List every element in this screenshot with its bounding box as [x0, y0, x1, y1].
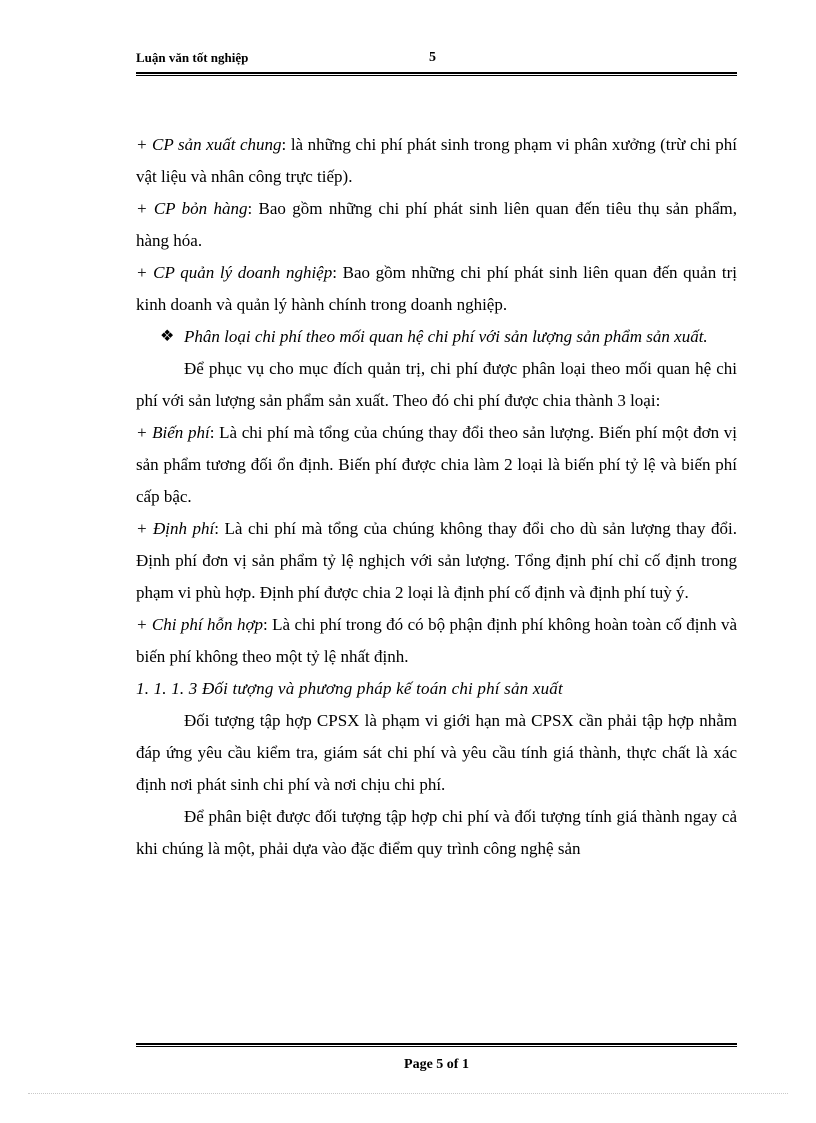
- diamond-bullet-icon: ❖: [160, 328, 175, 345]
- paragraph-chi-phi-hon-hop: [136, 609, 737, 673]
- paragraph-phan-biet: Để phân biệt được đối tượng tập hợp chi phí và đối tượng tính giá thành ngay cả khi chúng là một, phải dựa vào đặc điểm quy trình công nghệ sản: [136, 807, 737, 858]
- term-definition: : Là chi phí mà tổng của chúng thay đổi theo sản lượng. Biến phí một đơn vị sản phẩm tương đối ổn định. Biến phí được chia làm 2 loại là biến phí tỷ lệ và biến phí cấp bậc.: [136, 423, 737, 506]
- term-label: + CP sản xuất chung: [136, 135, 282, 154]
- header-rule: [136, 72, 737, 74]
- term-definition: : Bao gồm những chi phí phát sinh liên quan đến quản trị kinh doanh và quản lý hành chính trong doanh nghiệp.: [136, 263, 737, 314]
- bullet-text: Phân loại chi phí theo mối quan hệ chi phí với sản lượng sản phẩm sản xuất.: [184, 327, 708, 346]
- document-title: Luận văn tốt nghiệp: [136, 50, 249, 65]
- page-footer: Page 5 of 1: [404, 1057, 469, 1072]
- paragraph-dinh-phi: [136, 513, 737, 609]
- page-edge-divider: [28, 1093, 788, 1094]
- term-label: + Biến phí: [136, 423, 210, 442]
- header-page-number: 5: [429, 50, 436, 65]
- paragraph-intro: Để phục vụ cho mục đích quản trị, chi phí được phân loại theo mối quan hệ chi phí với sản lượng sản phẩm sản xuất. Theo đó chi phí được chia thành 3 loại:: [136, 359, 737, 410]
- paragraph-cp-san-xuat-chung: [136, 129, 737, 193]
- section-bullet: [136, 321, 737, 353]
- section-heading: 1. 1. 1. 3 Đối tượng và phương pháp kế toán chi phí sản xuất: [136, 679, 563, 698]
- term-definition: : Bao gồm những chi phí phát sinh liên quan đến tiêu thụ sản phẩm, hàng hóa.: [136, 199, 738, 250]
- paragraph-bien-phi: [136, 417, 737, 513]
- paragraph-cp-ban-hang: [136, 193, 737, 257]
- term-label: + Định phí: [136, 519, 215, 538]
- term-definition: : là những chi phí phát sinh trong phạm vi phân xưởng (trừ chi phí vật liệu và nhân công trực tiếp).: [136, 135, 737, 186]
- footer-rule: [136, 1043, 737, 1045]
- page-body: [136, 129, 737, 865]
- paragraph-doi-tuong: Đối tượng tập hợp CPSX là phạm vi giới hạn mà CPSX cần phải tập hợp nhằm đáp ứng yêu cầu kiểm tra, giám sát chi phí và yêu cầu tính giá thành, thực chất là xác định nơi phát sinh chi phí và nơi chịu chi phí.: [136, 711, 737, 794]
- paragraph-cp-quan-ly: [136, 257, 737, 321]
- term-label: + CP bỏn hàng: [136, 199, 248, 218]
- term-label: + Chi phí hỗn hợp: [136, 615, 264, 634]
- term-definition: : Là chi phí trong đó có bộ phận định phí không hoàn toàn cố định và biến phí không theo một tỷ lệ nhất định.: [136, 615, 737, 666]
- term-definition: : Là chi phí mà tổng của chúng không thay đổi cho dù sản lượng thay đổi. Định phí đơn vị sản phẩm tỷ lệ nghịch với sản lượng. Tổng định phí chỉ cố định trong phạm vi phù hợp. Định phí được chia 2 loại là định phí cố định và định phí tuỳ ý.: [136, 519, 738, 602]
- term-label: + CP quản lý doanh nghiệp: [136, 263, 333, 282]
